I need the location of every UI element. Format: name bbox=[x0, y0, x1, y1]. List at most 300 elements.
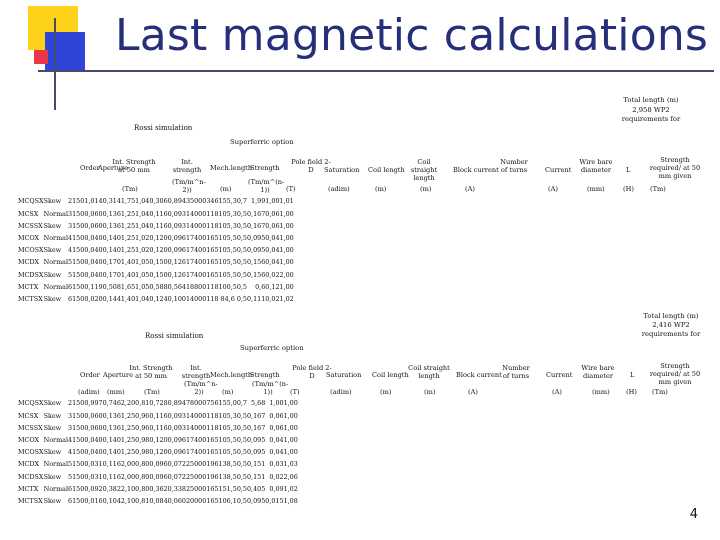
table-cell: 1,25 bbox=[120, 423, 136, 432]
header-mech-length-unit: (m) bbox=[220, 185, 232, 193]
table-cell: 0,140 bbox=[102, 435, 121, 444]
header-coil-length: Coil length bbox=[372, 371, 409, 379]
table-cell: MCOSX bbox=[18, 246, 44, 255]
header-int-strength2: Int. strength bbox=[181, 364, 211, 381]
table-cell: 14000 bbox=[185, 209, 207, 218]
table-cell: 0,170 bbox=[102, 258, 121, 267]
table-cell: 0,060 bbox=[84, 221, 103, 230]
table-cell: 0,02 bbox=[265, 294, 280, 303]
header-int-strength: Int. Strength at 50 mm bbox=[129, 364, 173, 381]
header-L-unit: (H) bbox=[626, 388, 637, 396]
table-cell: 17400 bbox=[185, 246, 207, 255]
table-cell: 0,03 bbox=[269, 460, 284, 469]
table-cell: MCTSX bbox=[18, 496, 43, 505]
table-cell: 0,5 bbox=[236, 221, 247, 230]
table-cell: 105,3 bbox=[218, 423, 237, 432]
table-cell: 1,00 bbox=[279, 258, 294, 267]
table-cell: MCQSX bbox=[18, 399, 44, 408]
table-cell: 0,5 bbox=[236, 484, 247, 493]
table-row bbox=[18, 459, 298, 471]
table-cell: 17400 bbox=[185, 233, 207, 242]
table-cell: 150 bbox=[72, 246, 85, 255]
table-cell: Normal bbox=[43, 233, 69, 242]
table-cell: 1,40 bbox=[120, 258, 136, 267]
header-coil-straight: Coil straight length bbox=[408, 364, 450, 381]
table-cell: 1,25 bbox=[120, 209, 136, 218]
slide-title: Last magnetic calculations bbox=[115, 10, 709, 61]
table-cell: 4 bbox=[68, 246, 73, 255]
table-row bbox=[18, 496, 298, 508]
table-cell: 0,5 bbox=[236, 209, 247, 218]
table-cell: 6 bbox=[68, 282, 73, 291]
table-cell: 2,10 bbox=[120, 496, 136, 505]
table-cell: 0,096 bbox=[149, 460, 168, 469]
table-cell: 0,588 bbox=[149, 282, 168, 291]
table-cell: 1,25 bbox=[120, 233, 136, 242]
section-heading: Rossi simulation bbox=[134, 124, 193, 132]
table-cell: MCOX bbox=[18, 233, 40, 242]
header-coil-straight: Coil straight length bbox=[410, 158, 438, 183]
header-int-strength-unit: (Tm) bbox=[144, 388, 160, 396]
table-cell: Skew bbox=[43, 270, 62, 279]
table-cell: 6 bbox=[68, 294, 73, 303]
table-cell: 0,5 bbox=[236, 472, 247, 481]
table-cell: 0,092 bbox=[84, 484, 103, 493]
table-cell: 0,100 bbox=[167, 294, 186, 303]
header-pole-field-unit: (T) bbox=[286, 185, 296, 193]
table-cell: 14000 bbox=[185, 423, 207, 432]
table-cell: 0,508 bbox=[102, 282, 121, 291]
table-cell: 0,140 bbox=[102, 246, 121, 255]
table-cell: 3 bbox=[68, 411, 73, 420]
header-int-strength-unit: (Tm) bbox=[122, 185, 138, 193]
table-cell: 0,5 bbox=[236, 270, 247, 279]
table-cell: 0,040 bbox=[84, 246, 103, 255]
table-cell: 0,894 bbox=[167, 399, 186, 408]
header-mech-length: Mech.length bbox=[210, 371, 253, 379]
table-cell: 0,136 bbox=[102, 411, 121, 420]
table-cell: 0,111 bbox=[246, 294, 266, 303]
table-cell: 0,120 bbox=[149, 246, 168, 255]
table-cell: MCSX bbox=[18, 209, 39, 218]
table-cell: 196 bbox=[206, 472, 219, 481]
table-cell: 0,136 bbox=[102, 209, 121, 218]
table-cell: 0,150 bbox=[149, 270, 168, 279]
table-cell: 0,5 bbox=[236, 411, 247, 420]
table-cell: 1,25 bbox=[120, 411, 136, 420]
table-cell: 0,126 bbox=[167, 270, 186, 279]
table-cell: 1,25 bbox=[120, 435, 136, 444]
table-cell: 165 bbox=[206, 496, 219, 505]
table-cell: 0,031 bbox=[84, 472, 103, 481]
table-cell: 118 bbox=[206, 423, 219, 432]
header-coil-length-unit: (m) bbox=[380, 388, 392, 396]
table-cell: 105,3 bbox=[218, 221, 237, 230]
table-cell: 0,04 bbox=[265, 246, 280, 255]
table-cell: 1,00 bbox=[279, 233, 294, 242]
table-cell: 118 bbox=[206, 411, 219, 420]
table-cell: Skew bbox=[43, 411, 62, 420]
table-cell: 1,75 bbox=[120, 197, 136, 206]
table-cell: 35000 bbox=[185, 197, 207, 206]
header-L-unit: (H) bbox=[623, 185, 634, 193]
section-heading: Rossi simulation bbox=[145, 332, 204, 340]
header-coil-length-unit: (m) bbox=[375, 185, 387, 193]
table-cell: 105,3 bbox=[218, 411, 237, 420]
table-cell: 0,040 bbox=[84, 258, 103, 267]
table-cell: 150 bbox=[72, 423, 85, 432]
table-row bbox=[18, 245, 294, 257]
table-cell: 165 bbox=[206, 270, 219, 279]
table-cell: 0,095 bbox=[246, 496, 266, 505]
table-cell: 17400 bbox=[185, 258, 207, 267]
table-cell: 0,072 bbox=[167, 472, 186, 481]
header-strength-required-unit: (Tm) bbox=[650, 185, 666, 193]
table-cell: MCDSX bbox=[18, 472, 44, 481]
table-cell: 0,5 bbox=[236, 460, 247, 469]
table-cell: 1,014 bbox=[84, 197, 103, 206]
table-cell: 0,020 bbox=[84, 294, 103, 303]
table-cell: MCOSX bbox=[18, 448, 44, 457]
table-cell: 155,3 bbox=[218, 197, 237, 206]
table-cell: 165 bbox=[206, 435, 219, 444]
table-cell: Skew bbox=[43, 472, 62, 481]
header-pole-field: Pole field 2-D bbox=[291, 158, 331, 175]
table-cell: 6 bbox=[68, 484, 73, 493]
table-cell: 0,167 bbox=[246, 423, 266, 432]
table-row bbox=[18, 483, 298, 495]
header-block-current: Block current bbox=[456, 371, 502, 379]
table-cell: 1,00 bbox=[283, 423, 298, 432]
table-cell: 0,5 bbox=[236, 294, 247, 303]
table-row bbox=[18, 208, 294, 220]
table-cell: 0,96 bbox=[135, 423, 150, 432]
table-cell: 105,5 bbox=[218, 270, 237, 279]
table-cell: 0,81 bbox=[135, 496, 150, 505]
table-cell: 2,10 bbox=[120, 484, 136, 493]
table-cell: MCTSX bbox=[18, 294, 43, 303]
table-cell: 1,00 bbox=[279, 221, 294, 230]
table-cell: 0,040 bbox=[84, 435, 103, 444]
table-cell: MCSSX bbox=[18, 221, 43, 230]
table-cell: 150 bbox=[72, 197, 85, 206]
table-cell: 0,04 bbox=[265, 258, 280, 267]
table-cell: 151,5 bbox=[218, 484, 237, 493]
table-cell: 0,093 bbox=[167, 411, 186, 420]
table-cell: MCDX bbox=[18, 460, 40, 469]
table-cell: 150 bbox=[72, 258, 85, 267]
table-cell: 0,98 bbox=[135, 435, 150, 444]
table-cell: 1,00 bbox=[269, 399, 284, 408]
table-cell: 0,095 bbox=[246, 233, 266, 242]
table-cell: MCTX bbox=[18, 282, 39, 291]
table-cell: 0,040 bbox=[84, 448, 103, 457]
table-cell: 0,02 bbox=[269, 472, 284, 481]
header-current: Current bbox=[545, 166, 572, 174]
table-cell: 0,405 bbox=[246, 484, 266, 493]
table-cell: 118 bbox=[206, 209, 219, 218]
table-row bbox=[18, 257, 294, 269]
table-cell: MCSSX bbox=[18, 423, 43, 432]
table-cell: Skew bbox=[43, 496, 62, 505]
table-cell: 1,02 bbox=[279, 294, 294, 303]
table-cell: 3 bbox=[68, 209, 73, 218]
table-cell: 150 bbox=[72, 472, 85, 481]
header-coil-length: Coil length bbox=[368, 166, 405, 174]
table-cell: 1,02 bbox=[135, 233, 150, 242]
table-cell: 2,20 bbox=[120, 399, 136, 408]
header-saturation: Saturation bbox=[326, 371, 362, 379]
table-row bbox=[18, 410, 298, 422]
table-cell: 150 bbox=[72, 294, 85, 303]
table-cell: 150 bbox=[72, 411, 85, 420]
table-row bbox=[18, 196, 294, 208]
table-cell: 1,00 bbox=[279, 282, 294, 291]
table-cell: MCSX bbox=[18, 411, 39, 420]
table-cell: 0,120 bbox=[149, 448, 168, 457]
table-cell: 155,0 bbox=[218, 399, 237, 408]
table-cell: 0,116 bbox=[102, 460, 121, 469]
table-cell: 0,02 bbox=[265, 270, 280, 279]
table-row bbox=[18, 233, 294, 245]
header-block-current-unit: (A) bbox=[465, 185, 475, 193]
table-cell: 78000 bbox=[185, 399, 207, 408]
table-cell: 0,096 bbox=[167, 246, 186, 255]
table-cell: 0,04 bbox=[265, 233, 280, 242]
table-cell: 1,00 bbox=[283, 448, 298, 457]
table-cell: 0,167 bbox=[246, 209, 266, 218]
table-cell: 1,00 bbox=[265, 197, 280, 206]
table-cell: 0,060 bbox=[84, 411, 103, 420]
table-cell: 0,728 bbox=[149, 399, 168, 408]
table-cell: 150 bbox=[72, 399, 85, 408]
header-strength-required: Strength required/ at 50 mm given bbox=[649, 362, 701, 387]
page-number: 4 bbox=[689, 507, 698, 522]
table-cell: 4 bbox=[68, 435, 73, 444]
header-L: L bbox=[626, 166, 631, 174]
total-length-note: Total length (m) 2,416 WP2 requirements for bbox=[641, 312, 701, 338]
table-cell: 0,997 bbox=[84, 399, 103, 408]
table-cell: Skew bbox=[43, 399, 62, 408]
header-aperture-unit: (mm) bbox=[107, 388, 125, 396]
table-cell: 165 bbox=[206, 258, 219, 267]
table-cell: Skew bbox=[43, 197, 62, 206]
header-saturation-unit: (adim) bbox=[330, 388, 352, 396]
table-cell: 0,96 bbox=[135, 411, 150, 420]
title-underline bbox=[38, 70, 714, 72]
table-cell: 0,096 bbox=[167, 233, 186, 242]
table-cell: 165 bbox=[206, 233, 219, 242]
table-cell: 105,5 bbox=[218, 435, 237, 444]
table-cell: 150 bbox=[72, 233, 85, 242]
table-cell: 0,156 bbox=[246, 270, 266, 279]
header-int-strength2-unit: (Tm/m^n-2)) bbox=[172, 178, 206, 195]
header-order: Order bbox=[80, 371, 100, 379]
table-cell: MCOX bbox=[18, 435, 40, 444]
table-cell: 0,09 bbox=[269, 484, 284, 493]
table-cell: 150 bbox=[72, 270, 85, 279]
table-cell: 165 bbox=[206, 246, 219, 255]
table-cell: 0,7 bbox=[236, 197, 247, 206]
header-pole-field: Pole field 2-D bbox=[292, 364, 332, 381]
table-cell: 5 bbox=[68, 258, 73, 267]
table-cell: 0,120 bbox=[149, 435, 168, 444]
table-cell: 0,015 bbox=[265, 496, 284, 505]
table-cell: 0,096 bbox=[167, 435, 186, 444]
header-saturation: Saturation bbox=[324, 166, 360, 174]
data-table-1 bbox=[18, 196, 294, 306]
header-n-turns: Number of turns bbox=[500, 158, 528, 175]
table-cell: 138,5 bbox=[218, 472, 237, 481]
table-cell: 0,060 bbox=[167, 496, 186, 505]
table-cell: 0,156 bbox=[246, 258, 266, 267]
header-int-strength2: Int. strength bbox=[172, 158, 202, 175]
table-cell: 0,040 bbox=[84, 233, 103, 242]
table-cell: 0,060 bbox=[84, 209, 103, 218]
table-cell: 0,104 bbox=[102, 496, 121, 505]
table-cell: 5,68 bbox=[251, 399, 266, 408]
table-cell: Normal bbox=[43, 282, 69, 291]
table-cell: 1,40 bbox=[120, 270, 136, 279]
table-row bbox=[18, 447, 298, 459]
table-cell: 2,06 bbox=[283, 472, 298, 481]
header-current: Current bbox=[546, 371, 573, 379]
table-cell: 1,00 bbox=[279, 246, 294, 255]
table-cell: 0,167 bbox=[246, 221, 266, 230]
table-cell: Normal bbox=[43, 209, 69, 218]
table-cell: MCQSX bbox=[18, 197, 44, 206]
table-row bbox=[18, 269, 294, 281]
table-cell: 0,116 bbox=[102, 472, 121, 481]
header-current-unit: (A) bbox=[552, 388, 562, 396]
table-cell: 0,151 bbox=[246, 460, 266, 469]
table-cell: Skew bbox=[43, 246, 62, 255]
table-cell: 0,564 bbox=[167, 282, 186, 291]
table-cell: 17400 bbox=[185, 448, 207, 457]
header-wire-bare: Wire bare diameter bbox=[579, 158, 613, 175]
blue-square-decoration bbox=[45, 32, 85, 70]
table-cell: 1,01 bbox=[279, 197, 294, 206]
table-cell: 0,095 bbox=[246, 448, 266, 457]
header-strength-required: Strength required/ at 50 mm given bbox=[649, 156, 701, 181]
total-length-note: Total length (m) 2,958 WP2 requirements for bbox=[621, 96, 681, 124]
table-cell: 138,5 bbox=[218, 460, 237, 469]
table-cell: 105,5 bbox=[218, 233, 237, 242]
table-cell: 0,126 bbox=[167, 258, 186, 267]
table-cell: 17400 bbox=[185, 435, 207, 444]
table-cell: 118 bbox=[206, 282, 219, 291]
table-cell: 0,116 bbox=[149, 221, 168, 230]
table-cell: 25000 bbox=[185, 460, 207, 469]
table-cell: 0,04 bbox=[269, 448, 284, 457]
table-cell: 0,314 bbox=[102, 197, 121, 206]
table-cell: 2 bbox=[68, 399, 73, 408]
table-cell: 150 bbox=[72, 282, 85, 291]
table-cell: 1,03 bbox=[283, 460, 298, 469]
table-cell: 3 bbox=[68, 423, 73, 432]
header-coil-straight-unit: (m) bbox=[420, 185, 432, 193]
table-row bbox=[18, 398, 298, 410]
table-cell: Normal bbox=[43, 484, 69, 493]
table-cell: 0,362 bbox=[149, 484, 168, 493]
header-wire-bare-unit: (mm) bbox=[592, 388, 610, 396]
table-cell: 0,170 bbox=[102, 270, 121, 279]
table-cell: 0,031 bbox=[84, 460, 103, 469]
table-cell: 17400 bbox=[185, 270, 207, 279]
table-cell: 0,096 bbox=[149, 472, 168, 481]
table-cell: 1,25 bbox=[120, 246, 136, 255]
table-cell: Skew bbox=[43, 294, 62, 303]
table-cell: 0,116 bbox=[149, 209, 168, 218]
table-cell: 0,016 bbox=[84, 496, 103, 505]
table-cell: 14000 bbox=[185, 411, 207, 420]
header-strength-unit: (Tm/m^(n-1)) bbox=[248, 178, 285, 195]
table-cell: 118 bbox=[206, 294, 219, 303]
header-current-unit: (A) bbox=[548, 185, 558, 193]
table-cell: Normal bbox=[43, 460, 69, 469]
table-cell: 6 bbox=[68, 496, 73, 505]
table-cell: 84,6 bbox=[220, 294, 235, 303]
table-cell: 4 bbox=[68, 448, 73, 457]
header-aperture: Aperture bbox=[103, 371, 133, 379]
table-cell: 0,072 bbox=[167, 460, 186, 469]
table-cell: 0,06 bbox=[269, 423, 284, 432]
header-strength-unit: (Tm/m^(n-1)) bbox=[252, 380, 289, 397]
table-cell: 1,05 bbox=[135, 282, 150, 291]
table-cell: 105,5 bbox=[218, 258, 237, 267]
table-cell: 0,338 bbox=[167, 484, 186, 493]
table-cell: 756 bbox=[206, 399, 219, 408]
table-cell: 2,00 bbox=[120, 472, 136, 481]
table-cell: 100,5 bbox=[218, 282, 237, 291]
section-subheading: Superferric option bbox=[240, 344, 304, 352]
header-wire-bare-unit: (mm) bbox=[587, 185, 605, 193]
table-cell: 2 bbox=[68, 197, 73, 206]
table-cell: 1,02 bbox=[283, 484, 298, 493]
table-cell: 0,167 bbox=[246, 411, 266, 420]
table-cell: 0,5 bbox=[236, 496, 247, 505]
table-cell: 150 bbox=[72, 221, 85, 230]
table-cell: 14000 bbox=[185, 221, 207, 230]
table-cell: 0,140 bbox=[102, 233, 121, 242]
table-cell: 1,02 bbox=[135, 246, 150, 255]
vertical-rule bbox=[54, 18, 56, 110]
table-cell: 0,093 bbox=[167, 209, 186, 218]
table-cell: 1,00 bbox=[279, 209, 294, 218]
table-cell: 0,116 bbox=[149, 411, 168, 420]
table-row bbox=[18, 422, 298, 434]
table-cell: 106,1 bbox=[218, 496, 237, 505]
table-cell: 0,80 bbox=[135, 472, 150, 481]
table-row bbox=[18, 471, 298, 483]
table-cell: 3 bbox=[68, 221, 73, 230]
table-cell: 0,5 bbox=[236, 246, 247, 255]
table-cell: 0,04 bbox=[269, 435, 284, 444]
table-cell: 1,05 bbox=[135, 270, 150, 279]
table-cell: Normal bbox=[43, 435, 69, 444]
table-cell: 0,5 bbox=[236, 423, 247, 432]
header-saturation-unit: (adim) bbox=[328, 185, 350, 193]
table-row bbox=[18, 435, 298, 447]
table-cell: 0,5 bbox=[236, 282, 247, 291]
table-cell: 0,12 bbox=[265, 282, 280, 291]
header-order-unit: (adim) bbox=[78, 388, 100, 396]
table-cell: 0,5 bbox=[236, 233, 247, 242]
table-cell: 0,6 bbox=[255, 282, 266, 291]
header-int-strength2-unit: (Tm/m^n-2)) bbox=[184, 380, 218, 397]
table-cell: 18800 bbox=[185, 282, 207, 291]
table-cell: 165 bbox=[206, 484, 219, 493]
